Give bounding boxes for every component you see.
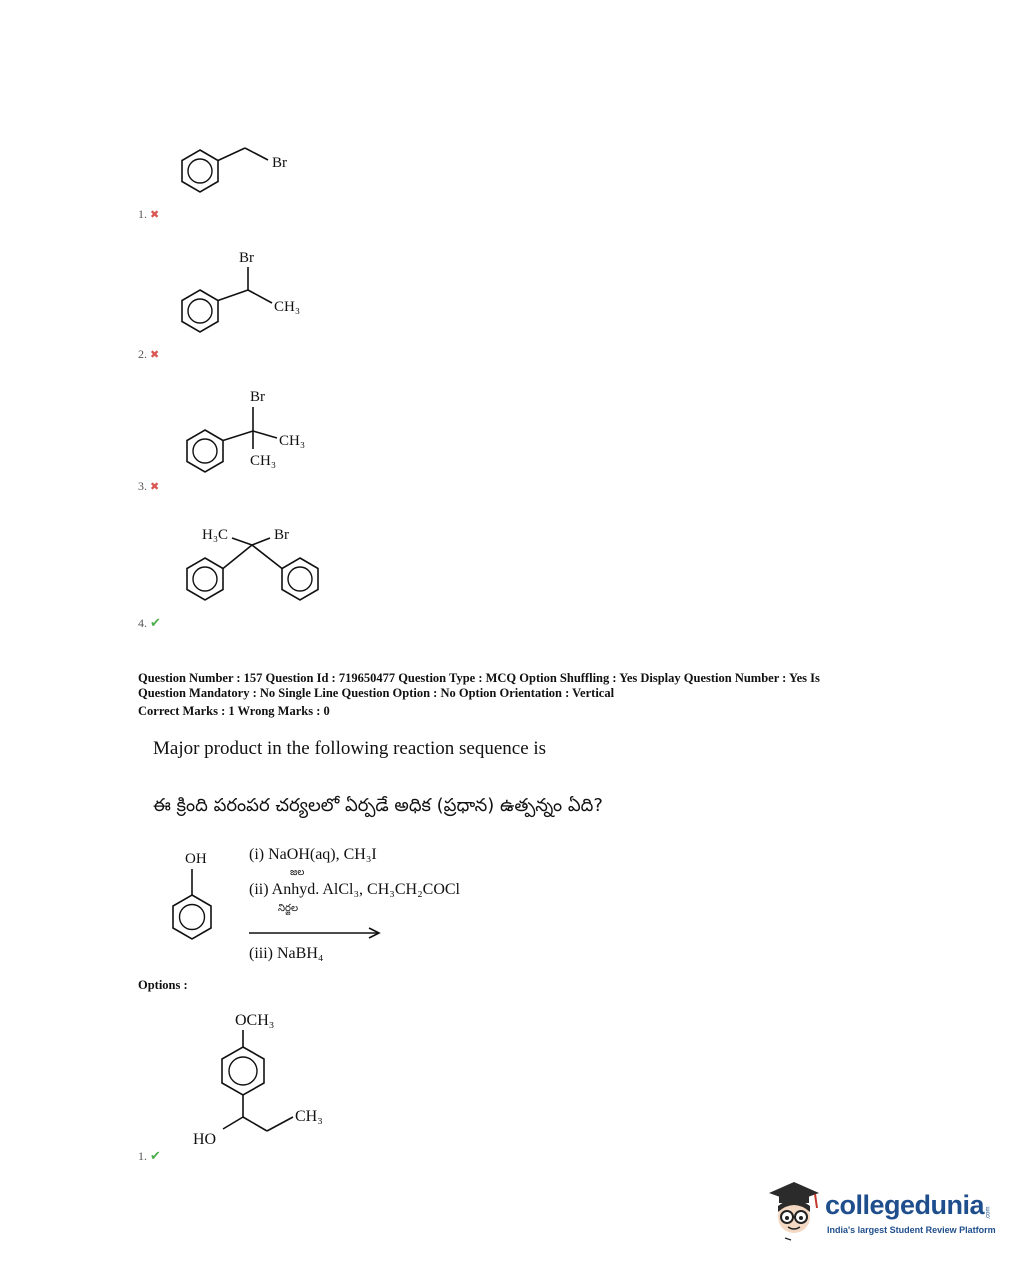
och3-label: OCH₃ [235, 1012, 275, 1029]
option-3-number: 3. ✖ [138, 479, 160, 493]
br-label: Br [239, 250, 254, 266]
br-label: Br [274, 527, 289, 543]
reaction-step-1-note: జల [290, 867, 305, 878]
ch3-right-label: CH₃ [279, 433, 306, 449]
reaction-step-2: (ii) Anhyd. AlCl₃, CH₃CH₂COCl [249, 881, 460, 898]
logo-title: collegedunia [825, 1190, 985, 1220]
option-4-number: 4. ✔ [138, 615, 161, 630]
options-label: Options : [138, 978, 188, 992]
reaction-step-2-note: నిర్జల [278, 903, 299, 914]
option-3-structure [165, 385, 345, 485]
q157-option-1-structure [185, 1005, 345, 1150]
option-1-number: 1. ✖ [138, 207, 160, 221]
correct-mark-icon: ✔ [150, 1148, 161, 1163]
question-meta-line-1: Question Number : 157 Question Id : 719650477 Question Type : MCQ Option Shuffling : Yes Display Question Number : Yes Is [138, 671, 820, 685]
phenol-structure [155, 845, 235, 955]
wrong-mark-icon: ✖ [150, 481, 160, 493]
question-meta-line-2: Question Mandatory : No Single Line Question Option : No Option Orientation : Vertical [138, 686, 615, 700]
collegedunia-logo [765, 1176, 995, 1246]
q157-option-1-number: 1. ✔ [138, 1148, 161, 1163]
question-marks: Correct Marks : 1 Wrong Marks : 0 [138, 704, 330, 718]
option-1-structure [160, 140, 320, 215]
wrong-mark-icon: ✖ [150, 349, 160, 361]
option-2-number: 2. ✖ [138, 347, 160, 361]
br-label: Br [250, 389, 265, 405]
reaction-step-3: (iii) NaBH₄ [249, 945, 324, 962]
option-4-structure [170, 520, 340, 615]
option-2-structure [160, 245, 340, 345]
ch3-label: CH₃ [274, 299, 301, 315]
reaction-step-1: (i) NaOH(aq), CH₃I [249, 846, 377, 863]
question-text-english: Major product in the following reaction sequence is [153, 738, 547, 759]
wrong-mark-icon: ✖ [150, 209, 160, 221]
question-text-telugu: ఈ క్రింది పరంపర చర్యలలో ఏర్పడే అధిక (ప్రధాన) ఉత్పన్నం ఏది? [153, 795, 603, 816]
mascot-icon [765, 1180, 823, 1242]
ch3-down-label: CH₃ [250, 453, 277, 469]
question-meta [138, 671, 898, 719]
br-label: Br [272, 155, 287, 171]
h3c-label: H₃C [202, 527, 229, 543]
oh-label: OH [185, 851, 207, 867]
logo-tagline: India's largest Student Review Platform [827, 1225, 996, 1235]
correct-mark-icon: ✔ [150, 615, 161, 630]
logo-suffix: .com [985, 1206, 992, 1220]
ho-label: HO [193, 1131, 217, 1148]
reaction-arrow [249, 925, 389, 941]
ch3-label: CH₃ [295, 1108, 323, 1125]
